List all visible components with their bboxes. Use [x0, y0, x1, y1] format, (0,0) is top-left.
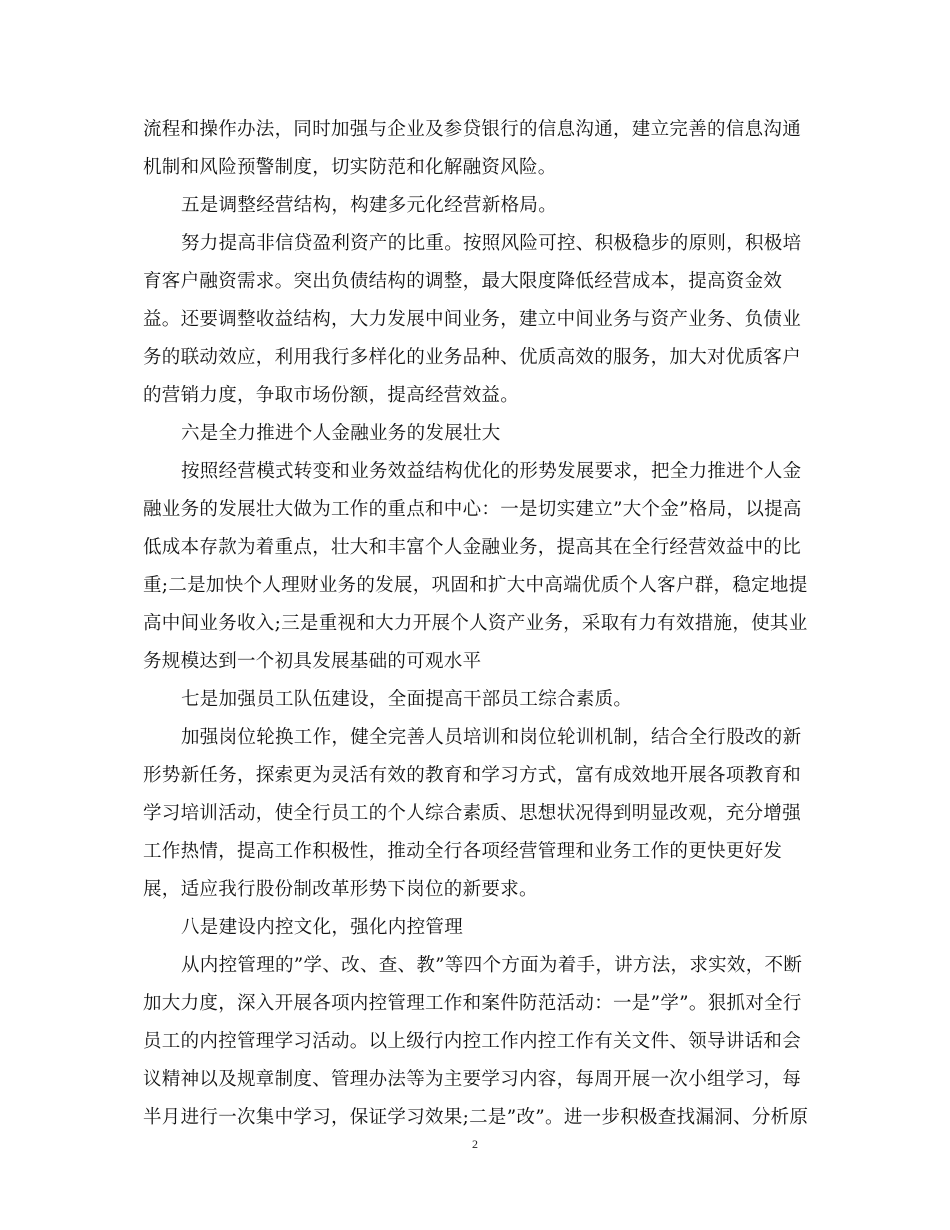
text-line: 员工的内控管理学习活动。以上级行内控工作内控工作有关文件、领导讲话和会 — [143, 1031, 802, 1052]
text-line: 加大力度，深入开展各项内控管理工作和案件防范活动：一是”学”。狠抓对全行 — [143, 993, 802, 1014]
text-line: 务规模达到一个初具发展基础的可观水平 — [143, 651, 482, 672]
page-number: 2 — [472, 1137, 478, 1151]
section-heading: 七是加强员工队伍建设，全面提高干部员工综合素质。 — [181, 689, 633, 710]
text-line: 重;二是加快个人理财业务的发展，巩固和扩大中高端优质个人客户群，稳定地提 — [143, 575, 808, 596]
paragraph-start: 从内控管理的”学、改、查、教”等四个方面为着手，讲方法，求实效，不断 — [181, 955, 803, 976]
text-line: 的营销力度，争取市场份额，提高经营效益。 — [143, 385, 520, 406]
paragraph-start: 努力提高非信贷盈利资产的比重。按照风险可控、积极稳步的原则，积极培 — [181, 233, 802, 254]
text-line: 工作热情，提高工作积极性，推动全行各项经营管理和业务工作的更快更好发 — [143, 841, 783, 862]
section-heading: 五是调整经营结构，构建多元化经营新格局。 — [181, 195, 558, 216]
text-line: 务的联动效应，利用我行多样化的业务品种、优质高效的服务，加大对优质客户 — [143, 347, 802, 368]
text-line: 形势新任务，探索更为灵活有效的教育和学习方式，富有成效地开展各项教育和 — [143, 765, 802, 786]
text-line: 高中间业务收入;三是重视和大力开展个人资产业务，采取有力有效措施，使其业 — [143, 613, 808, 634]
text-line: 学习培训活动，使全行员工的个人综合素质、思想状况得到明显改观，充分增强 — [143, 803, 802, 824]
section-heading: 六是全力推进个人金融业务的发展壮大 — [181, 423, 501, 444]
text-line: 融业务的发展壮大做为工作的重点和中心：一是切实建立”大个金”格局，以提高 — [143, 499, 802, 520]
text-line: 半月进行一次集中学习，保证学习效果;二是”改”。进一步积极查找漏洞、分析原 — [143, 1107, 809, 1128]
paragraph-start: 加强岗位轮换工作，健全完善人员培训和岗位轮训机制，结合全行股改的新 — [181, 727, 802, 748]
text-line: 益。还要调整收益结构，大力发展中间业务，建立中间业务与资产业务、负债业 — [143, 309, 802, 330]
text-line: 育客户融资需求。突出负债结构的调整，最大限度降低经营成本，提高资金效 — [143, 271, 783, 292]
text-line: 低成本存款为着重点，壮大和丰富个人金融业务，提高其在全行经营效益中的比 — [143, 537, 802, 558]
text-line: 议精神以及规章制度、管理办法等为主要学习内容，每周开展一次小组学习，每 — [143, 1069, 802, 1090]
paragraph-start: 按照经营模式转变和业务效益结构优化的形势发展要求，把全力推进个人金 — [181, 461, 802, 482]
text-line: 机制和风险预警制度，切实防范和化解融资风险。 — [143, 157, 557, 178]
text-line: 展，适应我行股份制改革形势下岗位的新要求。 — [143, 879, 538, 900]
section-heading: 八是建设内控文化，强化内控管理 — [181, 917, 464, 938]
text-line: 流程和操作办法，同时加强与企业及参贷银行的信息沟通，建立完善的信息沟通 — [143, 119, 802, 140]
